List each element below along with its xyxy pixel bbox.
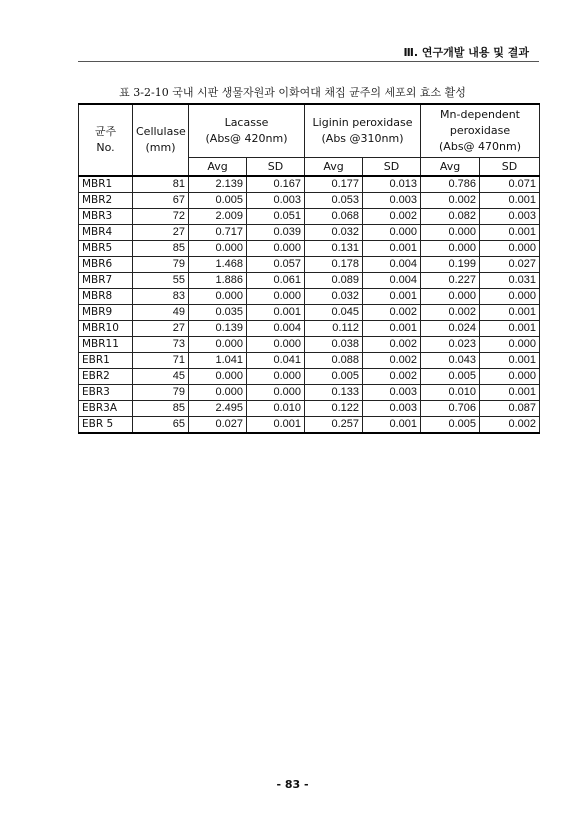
- value-cell: 85: [133, 401, 189, 417]
- header-cellulase: [133, 104, 189, 176]
- strain-id-cell: EBR3: [79, 385, 133, 401]
- strain-id-cell: MBR8: [79, 289, 133, 305]
- value-cell: 0.003: [363, 401, 421, 417]
- table-body: [79, 176, 540, 433]
- header-lacasse: [189, 104, 305, 158]
- header-lip-line2: (Abs @310nm): [321, 132, 404, 145]
- value-cell: 1.886: [189, 273, 247, 289]
- value-cell: 0.001: [247, 417, 305, 434]
- value-cell: 2.139: [189, 176, 247, 193]
- value-cell: 79: [133, 385, 189, 401]
- subheader-mnp-avg: Avg: [421, 158, 480, 177]
- value-cell: 0.131: [305, 241, 363, 257]
- table-row: [79, 337, 540, 353]
- value-cell: 0.002: [363, 353, 421, 369]
- table-row: [79, 257, 540, 273]
- table-row: [79, 241, 540, 257]
- table-row: [79, 209, 540, 225]
- subheader-lip-sd: SD: [363, 158, 421, 177]
- value-cell: 55: [133, 273, 189, 289]
- table-row: [79, 321, 540, 337]
- value-cell: 0.035: [189, 305, 247, 321]
- table-row: [79, 401, 540, 417]
- subheader-lacasse-avg: Avg: [189, 158, 247, 177]
- value-cell: 0.000: [480, 337, 540, 353]
- table-row: [79, 273, 540, 289]
- value-cell: 0.005: [421, 417, 480, 434]
- value-cell: 0.005: [421, 369, 480, 385]
- value-cell: 0.023: [421, 337, 480, 353]
- value-cell: 0.001: [480, 305, 540, 321]
- value-cell: 0.001: [480, 353, 540, 369]
- value-cell: 0.000: [480, 289, 540, 305]
- value-cell: 0.010: [247, 401, 305, 417]
- chapter-header: Ⅲ. 연구개발 내용 및 결과: [403, 46, 529, 59]
- value-cell: 0.139: [189, 321, 247, 337]
- value-cell: 2.009: [189, 209, 247, 225]
- value-cell: 0.004: [363, 273, 421, 289]
- value-cell: 0.053: [305, 193, 363, 209]
- value-cell: 0.178: [305, 257, 363, 273]
- value-cell: 0.786: [421, 176, 480, 193]
- value-cell: 0.257: [305, 417, 363, 434]
- strain-id-cell: MBR5: [79, 241, 133, 257]
- value-cell: 0.027: [480, 257, 540, 273]
- value-cell: 0.706: [421, 401, 480, 417]
- value-cell: 0.002: [421, 305, 480, 321]
- header-cellulase-line1: Cellulase: [136, 125, 186, 138]
- strain-id-cell: MBR7: [79, 273, 133, 289]
- value-cell: 0.001: [363, 321, 421, 337]
- value-cell: 79: [133, 257, 189, 273]
- value-cell: 83: [133, 289, 189, 305]
- header-strain-line1: 균주: [94, 125, 117, 138]
- value-cell: 27: [133, 225, 189, 241]
- value-cell: 0.000: [480, 241, 540, 257]
- value-cell: 0.087: [480, 401, 540, 417]
- enzyme-activity-table: [78, 103, 540, 434]
- value-cell: 0.000: [247, 289, 305, 305]
- strain-id-cell: MBR6: [79, 257, 133, 273]
- subheader-lip-avg: Avg: [305, 158, 363, 177]
- header-strain-line2: No.: [96, 141, 115, 154]
- value-cell: 67: [133, 193, 189, 209]
- header-mnp-line2: peroxidase: [449, 124, 511, 137]
- value-cell: 0.000: [480, 369, 540, 385]
- value-cell: 0.133: [305, 385, 363, 401]
- strain-id-cell: MBR9: [79, 305, 133, 321]
- value-cell: 0.003: [363, 385, 421, 401]
- table-caption: 표 3-2-10 국내 시판 생물자원과 이화여대 채집 균주의 세포외 효소 활성: [119, 86, 466, 99]
- subheader-mnp-sd: SD: [480, 158, 540, 177]
- strain-id-cell: MBR10: [79, 321, 133, 337]
- value-cell: 65: [133, 417, 189, 434]
- table-row: [79, 417, 540, 434]
- value-cell: 0.013: [363, 176, 421, 193]
- strain-id-cell: MBR3: [79, 209, 133, 225]
- value-cell: 0.002: [363, 209, 421, 225]
- value-cell: 0.001: [480, 321, 540, 337]
- value-cell: 0.003: [480, 209, 540, 225]
- value-cell: 0.041: [247, 353, 305, 369]
- value-cell: 0.000: [189, 289, 247, 305]
- value-cell: 0.199: [421, 257, 480, 273]
- value-cell: 0.002: [363, 305, 421, 321]
- header-lignin-peroxidase: [305, 104, 421, 158]
- table-row: [79, 289, 540, 305]
- value-cell: 0.061: [247, 273, 305, 289]
- value-cell: 0.031: [480, 273, 540, 289]
- value-cell: 0.000: [247, 241, 305, 257]
- value-cell: 0.003: [363, 193, 421, 209]
- table-row: [79, 385, 540, 401]
- value-cell: 0.000: [363, 225, 421, 241]
- value-cell: 27: [133, 321, 189, 337]
- value-cell: 0.000: [189, 337, 247, 353]
- strain-id-cell: MBR11: [79, 337, 133, 353]
- strain-id-cell: EBR2: [79, 369, 133, 385]
- value-cell: 71: [133, 353, 189, 369]
- value-cell: 2.495: [189, 401, 247, 417]
- value-cell: 1.468: [189, 257, 247, 273]
- header-mnp-line1: Mn-dependent: [440, 108, 520, 121]
- value-cell: 0.088: [305, 353, 363, 369]
- strain-id-cell: EBR1: [79, 353, 133, 369]
- value-cell: 0.024: [421, 321, 480, 337]
- value-cell: 0.002: [363, 337, 421, 353]
- value-cell: 0.001: [480, 385, 540, 401]
- value-cell: 73: [133, 337, 189, 353]
- value-cell: 85: [133, 241, 189, 257]
- value-cell: 0.000: [421, 225, 480, 241]
- value-cell: 0.043: [421, 353, 480, 369]
- value-cell: 0.001: [480, 193, 540, 209]
- strain-id-cell: EBR3A: [79, 401, 133, 417]
- value-cell: 0.000: [189, 385, 247, 401]
- value-cell: 0.038: [305, 337, 363, 353]
- value-cell: 45: [133, 369, 189, 385]
- strain-id-cell: MBR2: [79, 193, 133, 209]
- value-cell: 0.000: [189, 369, 247, 385]
- value-cell: 81: [133, 176, 189, 193]
- strain-id-cell: EBR 5: [79, 417, 133, 434]
- value-cell: 0.177: [305, 176, 363, 193]
- strain-id-cell: MBR4: [79, 225, 133, 241]
- header-mn-peroxidase: [421, 104, 540, 158]
- value-cell: 0.122: [305, 401, 363, 417]
- value-cell: 0.089: [305, 273, 363, 289]
- value-cell: 0.112: [305, 321, 363, 337]
- value-cell: 0.057: [247, 257, 305, 273]
- value-cell: 1.041: [189, 353, 247, 369]
- value-cell: 0.032: [305, 289, 363, 305]
- table-row: [79, 176, 540, 193]
- value-cell: 0.039: [247, 225, 305, 241]
- value-cell: 0.002: [363, 369, 421, 385]
- value-cell: 0.002: [421, 193, 480, 209]
- value-cell: 0.001: [363, 417, 421, 434]
- value-cell: 49: [133, 305, 189, 321]
- table-row: [79, 193, 540, 209]
- table-row: [79, 369, 540, 385]
- value-cell: 0.082: [421, 209, 480, 225]
- value-cell: 0.227: [421, 273, 480, 289]
- value-cell: 0.003: [247, 193, 305, 209]
- value-cell: 0.027: [189, 417, 247, 434]
- value-cell: 0.001: [363, 289, 421, 305]
- header-strain-no: [79, 104, 133, 176]
- value-cell: 0.004: [363, 257, 421, 273]
- value-cell: 0.000: [247, 337, 305, 353]
- value-cell: 72: [133, 209, 189, 225]
- table-row: [79, 225, 540, 241]
- value-cell: 0.717: [189, 225, 247, 241]
- strain-id-cell: MBR1: [79, 176, 133, 193]
- value-cell: 0.005: [189, 193, 247, 209]
- value-cell: 0.001: [480, 225, 540, 241]
- value-cell: 0.005: [305, 369, 363, 385]
- value-cell: 0.000: [247, 369, 305, 385]
- value-cell: 0.000: [421, 289, 480, 305]
- value-cell: 0.167: [247, 176, 305, 193]
- header-cellulase-line2: (mm): [145, 141, 176, 154]
- value-cell: 0.071: [480, 176, 540, 193]
- value-cell: 0.000: [189, 241, 247, 257]
- value-cell: 0.032: [305, 225, 363, 241]
- value-cell: 0.045: [305, 305, 363, 321]
- value-cell: 0.004: [247, 321, 305, 337]
- table-row: [79, 353, 540, 369]
- subheader-lacasse-sd: SD: [247, 158, 305, 177]
- page-number: - 83 -: [276, 778, 309, 791]
- value-cell: 0.000: [421, 241, 480, 257]
- header-lacasse-line1: Lacasse: [224, 116, 269, 129]
- header-mnp-line3: (Abs@ 470nm): [439, 140, 522, 153]
- value-cell: 0.001: [247, 305, 305, 321]
- table-row: [79, 305, 540, 321]
- header-rule: [78, 61, 539, 62]
- value-cell: 0.001: [363, 241, 421, 257]
- value-cell: 0.068: [305, 209, 363, 225]
- value-cell: 0.000: [247, 385, 305, 401]
- value-cell: 0.002: [480, 417, 540, 434]
- header-lacasse-line2: (Abs@ 420nm): [205, 132, 288, 145]
- value-cell: 0.051: [247, 209, 305, 225]
- header-lip-line1: Liginin peroxidase: [312, 116, 413, 129]
- value-cell: 0.010: [421, 385, 480, 401]
